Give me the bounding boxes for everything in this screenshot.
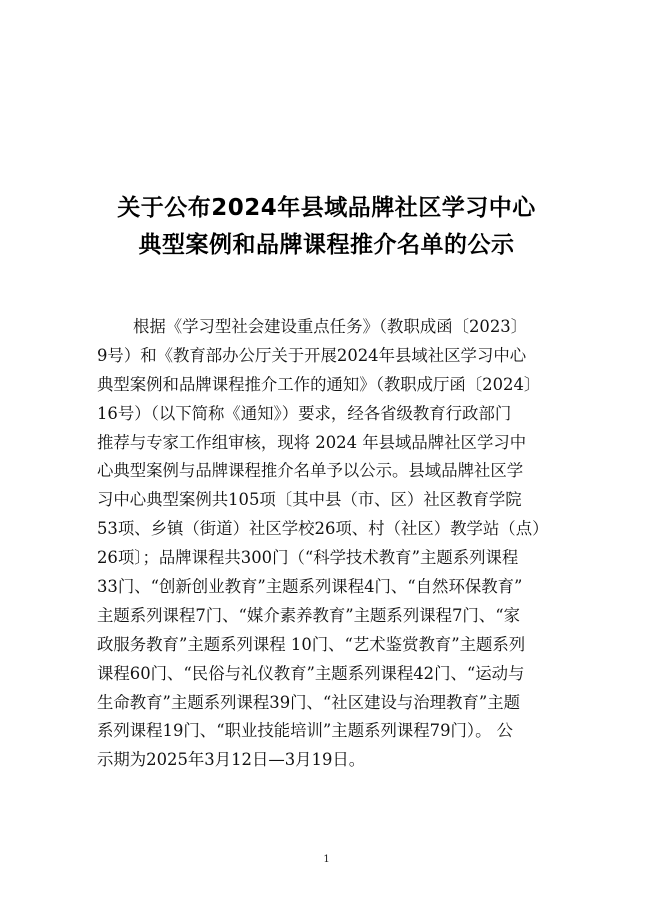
- body-line-12: 政服务教育”主题系列课程 10门、“艺术鉴赏教育”主题系列: [97, 634, 526, 654]
- body-line-2: 9号）和《教育部办公厅关于开展2024年县域社区学习中心: [97, 345, 527, 365]
- body-line-1: 根据《学习型社会建设重点任务》（教职成函〔2023〕: [133, 317, 528, 336]
- page-number: 1: [323, 854, 330, 865]
- body-line-10: 33门、“创新创业教育”主题系列课程4门、“自然环保教育”: [97, 577, 523, 597]
- body-line-4: 16号）（以下简称《通知》）要求，经各省级教育行政部门: [97, 403, 512, 423]
- body-line-11: 主题系列课程7门、“媒介素养教育”主题系列课程7门、“家: [97, 605, 520, 625]
- body-line-7: 习中心典型案例共105项〔其中县（市、区）社区教育学院: [97, 490, 522, 510]
- body-line-9: 26项〕；品牌课程共300门（“科学技术教育”主题系列课程: [97, 548, 519, 568]
- body-line-15: 系列课程19门、“职业技能培训”主题系列课程79门）。 公: [97, 721, 514, 741]
- body-line-16: 示期为2025年3月12日—3月19日。: [97, 750, 366, 770]
- body-line-13: 课程60门、“民俗与礼仪教育”主题系列课程42门、“运动与: [97, 663, 525, 683]
- body-line-14: 生命教育”主题系列课程39门、“社区建设与治理教育”主题: [97, 692, 520, 712]
- document-title: [60, 190, 593, 264]
- announcement-body: [97, 313, 559, 775]
- body-line-3: 典型案例和品牌课程推介工作的通知》（教职成厅函〔2024〕: [97, 374, 541, 394]
- title-line-1: 关于公布2024年县域品牌社区学习中心: [117, 195, 536, 221]
- body-line-5: 推荐与专家工作组审核，现将 2024 年县域品牌社区学习中: [97, 432, 527, 452]
- title-line-2: 典型案例和品牌课程推介名单的公示: [138, 232, 515, 258]
- body-line-6: 心典型案例与品牌课程推介名单予以公示。县域品牌社区学: [97, 461, 524, 481]
- body-line-8: 53项、乡镇（街道）社区学校26项、村（社区）教学站（点）: [97, 519, 549, 539]
